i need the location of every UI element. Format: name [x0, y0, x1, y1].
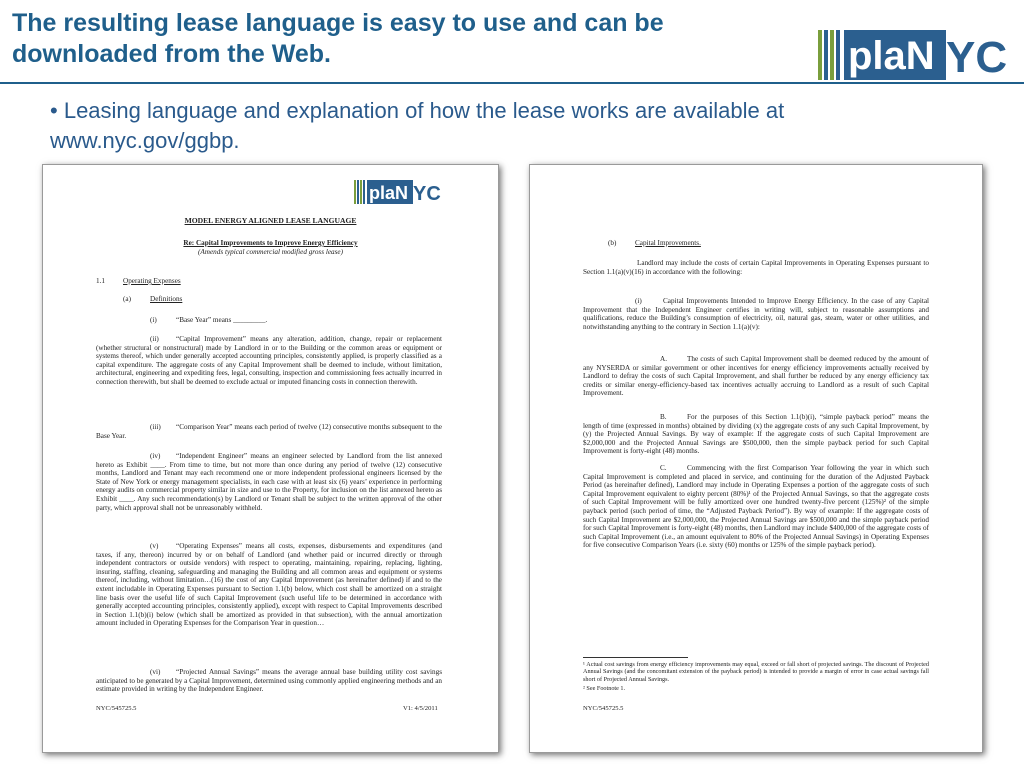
- doc-heading: MODEL ENERGY ALIGNED LEASE LANGUAGE: [184, 216, 357, 225]
- def-ii-text: “Capital Improvement” means any alteration, addition, change, repair or replacement (whether structural or nonstructural) made by Landlord in or to the Building or the common areas or equipment or systems thereof, which under generally accepted accounting principles, consistently applied, is properly classified as a capital expenditure. The aggregate costs of any Capital Improvement shall be deemed to include, without limitation, architectural, engineering and expediting fees, legal, consulting, inspection and commissioning fees actually incurred in connection therewith, but shall be deemed to exclude actual or imputed financing costs in connection therewith.: [96, 335, 442, 386]
- bullet-text: Leasing language and explanation of how the lease works are available at www.nyc.gov/ggbp.: [50, 98, 785, 153]
- slide-title: The resulting lease language is easy to use and can be downloaded from the Web.: [12, 9, 664, 68]
- logo-plan-text: plaN: [848, 34, 935, 78]
- def-v-label: (v): [150, 542, 159, 550]
- item-i-text: Capital Improvements Intended to Improve Energy Efficiency. In the case of any Capital Improvement that the Independent Engineer certifies in writing will, subject to reasonable assumptions and qualifications, reduce the Building’s consumption of electricity, oil, natural gas, steam, water or other utilities, and notwithstanding anything to the contrary in Section 1.1(a)(v):: [583, 297, 929, 331]
- page2-footer-left: NYC/545725.5: [583, 705, 624, 712]
- def-vi-label: (vi): [150, 668, 161, 676]
- page1-footer-right: V1: 4/5/2011: [403, 705, 438, 712]
- def-ii-label: (ii): [150, 335, 159, 343]
- footnote-1: ¹ Actual cost savings from energy efficiency improvements may equal, exceed or fall short of projected savings. The discount of Projected Annual Savings (and the concomitant extension of the payback period) is intended to provide a margin of error in case actual savings fall short of Projected Annual Savings.: [583, 661, 929, 683]
- section-number: 1.1: [96, 277, 105, 285]
- subsection-b-label: (b): [608, 239, 617, 247]
- lease-document-page-1: [42, 164, 499, 753]
- def-v-text: “Operating Expenses” means all costs, expenses, disbursements and expenditures (and taxes, if any, thereon) incurred by or on behalf of Landlord (and whether paid or incurred directly or through independent contractors or outside vendors) with respect to operating, maintaining, repairing, replacing, lighting, insuring, staffing, cleaning, safeguarding and managing the Building and all common areas and equipment or systems thereof, including, without limitation…(16) the cost of any Capital Improvement (as hereinafter defined) if and to the extent includable in Operating Expenses pursuant to Section 1.1(b) below, which cost shall be amortized on a straight line basis over the useful life of such Capital Improvement (such useful life to be determined in accordance with generally accepted accounting principles, consistently applied), except with respect to Capital Improvements described in Section 1.1(b)(i) below (which shall be amortized as provided in that subsection), with the annual amortization amount included in Operating Expenses for the Comparison Year in question…: [96, 542, 442, 628]
- doc-subheading: Re: Capital Improvements to Improve Energy Efficiency: [183, 239, 358, 247]
- item-A-label: A.: [660, 355, 667, 363]
- bullet-mark: •: [50, 98, 58, 123]
- subsection-b-intro: Landlord may include the costs of certain Capital Improvements in Operating Expenses pursuant to Section 1.1(a)(v)(16) in accordance with the following:: [583, 259, 929, 276]
- doc-subnote: (Amends typical commercial modified gross lease): [198, 248, 343, 256]
- title-divider: [0, 82, 1024, 84]
- def-vi-text: “Projected Annual Savings” means the average annual base building utility cost savings anticipated to be generated by a Capital Improvement, determined using commonly applied engineering methods and an estimate provided in writing by the Independent Engineer.: [96, 668, 442, 694]
- footnote-2: ² See Footnote 1.: [583, 685, 626, 692]
- def-iv-label: (iv): [150, 452, 161, 460]
- subsection-a-title: Definitions: [150, 295, 183, 303]
- section-title: Operating Expenses: [123, 277, 181, 285]
- subsection-b-title: Capital Improvements.: [635, 239, 701, 247]
- footnote-rule: [583, 657, 688, 658]
- item-C-label: C.: [660, 464, 667, 472]
- svg-text:YC: YC: [413, 183, 441, 205]
- page1-footer-left: NYC/545725.5: [96, 705, 137, 712]
- lease-document-page-2: [529, 164, 983, 753]
- svg-text:plaN: plaN: [369, 183, 409, 203]
- def-iv-text: “Independent Engineer” means an engineer selected by Landlord from the list annexed hereto as Exhibit ____. From time to time, but not more than once during any period of twelve (12) consecutive months, Landlord and Tenant may each recommend one or more independent professional engineers licensed by the State of New York or energy management specialists, in each case with at least six (6) years’ experience in performing energy audits on commercial property similar in size and use to the Property, for inclusion on the list annexed hereto as Exhibit ____. Any such recommendation(s) by Landlord or Tenant shall be subject to the written approval of the other party, which approval shall not be unreasonably withheld.: [96, 452, 442, 512]
- def-iii-text: “Comparison Year” means each period of twelve (12) consecutive months subsequent to the Base Year.: [96, 423, 442, 440]
- item-C-text: Commencing with the first Comparison Year following the year in which such Capital Improvement is completed and placed in service, and continuing for the duration of the Adjusted Payback Period (as hereinafter defined), Landlord may include in Operating Expenses a portion of the aggregate costs of such Capital Improvement equivalent to eighty percent (80%)¹ of the Projected Annual Savings, so that the aggregate costs of such Capital Improvement will be fully amortized over one hundred twenty-five percent (125%)² of the simple payback period (such period of time, the “Adjusted Payback Period”). By way of example: If the aggregate costs of such Capital Improvement are $2,000,000, the Projected Annual Savings are $500,000 and the simple payback period for such Capital Improvement is forty-eight (48) months, then Landlord may include $400,000 of the aggregate costs of such Capital Improvement (i.e., an amount equivalent to 80% of the Projected Annual Savings) in Operating Expenses for five consecutive Comparison Years (i.e. sixty (60) months or 125% of the simple payback period).: [583, 464, 929, 550]
- item-A-text: The costs of such Capital Improvement shall be deemed reduced by the amount of any NYSERDA or similar government or other incentives for energy efficiency improvements actually received by Landlord to defray the costs of such Capital Improvement, and shall further be reduced by any energy efficiency tax credits or similar energy-efficiency-based tax incentives actually accruing to Landlord as a result of such Capital Improvement.: [583, 355, 929, 398]
- plan-nyc-mini-logo: [354, 178, 450, 206]
- item-B-text: For the purposes of this Section 1.1(b)(i), “simple payback period” means the length of time (expressed in months) obtained by dividing (x) the aggregate costs of any such Capital Improvement, by (y) the Projected Annual Savings. By way of example: If the aggregate costs of such Capital Improvement are $2,000,000 and the Projected Annual Savings are $500,000, then the simple payback period for such Capital Improvement is forty-eight (48) months.: [583, 413, 929, 456]
- subsection-a-label: (a): [123, 295, 131, 303]
- def-iii-label: (iii): [150, 423, 161, 431]
- item-B-label: B.: [660, 413, 667, 421]
- def-i-text: “Base Year” means _________.: [176, 316, 268, 324]
- plan-nyc-logo: [818, 26, 1024, 84]
- logo-nyc-text: YC: [946, 33, 1008, 82]
- def-i-label: (i): [150, 316, 157, 324]
- bullet-item: [50, 96, 950, 156]
- item-i-label: (i): [635, 297, 642, 305]
